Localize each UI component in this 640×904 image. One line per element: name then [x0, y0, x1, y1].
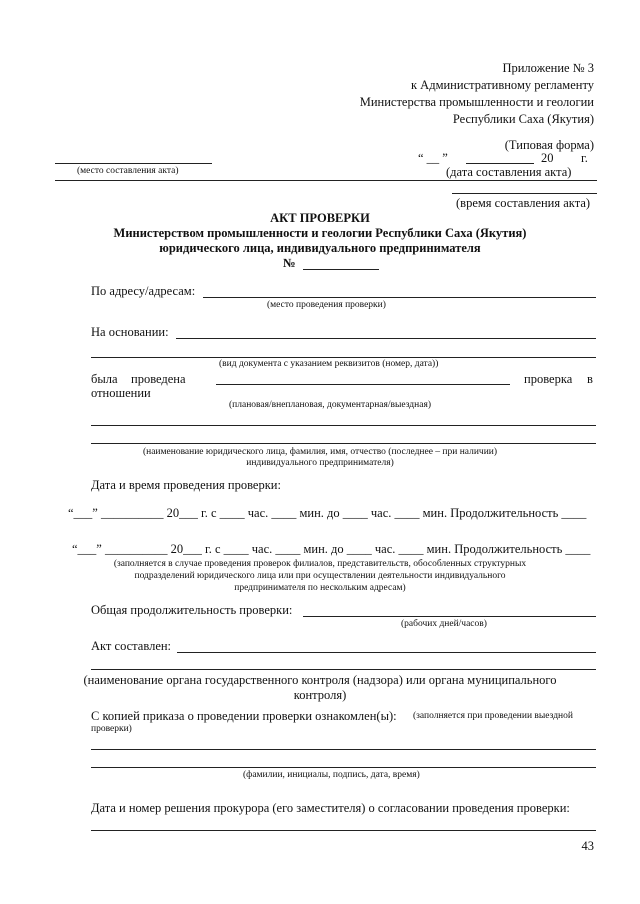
order-copy-caption: (фамилии, инициалы, подпись, дата, время) — [243, 770, 420, 780]
compiled-label: Акт составлен: — [91, 639, 172, 653]
duration-blank — [303, 616, 596, 617]
prosecutor-label: Дата и номер решения прокурора (его заместителя) о согласовании проведения проверки: — [91, 801, 570, 815]
act-title: АКТ ПРОВЕРКИ — [270, 211, 370, 225]
conducted-word-4: в — [587, 372, 593, 386]
basis-label: На основании: — [91, 325, 169, 339]
form-type: (Типовая форма) — [504, 138, 594, 152]
datetime-note-1: (заполняется в случае проведения проверок филиалов, представительств, обособленных структурных — [113, 559, 527, 569]
datetime-row-2: “___” __________ 20___ г. с ____ час. ____ мин. до ____ час. ____ мин. Продолжительность ____ — [72, 542, 591, 556]
entity-caption-2: индивидуального предпринимателя) — [246, 458, 394, 468]
compiled-blank-1 — [177, 652, 596, 653]
order-copy-blank-2 — [91, 767, 596, 768]
order-copy-label: С копией приказа о проведении проверки ознакомлен(ы): — [91, 709, 397, 723]
compiled-caption-1: (наименование органа государственного контроля (надзора) или органа муниципального — [83, 673, 557, 687]
annex-line-1: Приложение № 3 — [502, 61, 594, 75]
basis-caption: (вид документа с указанием реквизитов (номер, дата)) — [219, 359, 439, 369]
datetime-note-2: подразделений юридического лица или при осуществлении деятельности индивидуального — [134, 571, 506, 581]
compiled-blank-2 — [91, 669, 596, 670]
act-subtitle-entity: юридического лица, индивидуального предпринимателя — [159, 241, 481, 255]
address-caption: (место проведения проверки) — [267, 300, 386, 310]
address-blank — [203, 297, 596, 298]
basis-blank-1 — [176, 338, 596, 339]
datetime-row-1: “___” __________ 20___ г. с ____ час. ____ мин. до ____ час. ____ мин. Продолжительность ____ — [68, 506, 587, 520]
address-label: По адресу/адресам: — [91, 284, 196, 298]
act-number-blank — [303, 269, 379, 270]
place-caption: (место составления акта) — [77, 166, 179, 176]
entity-blank-1 — [91, 425, 596, 426]
conducted-word-1: была — [91, 372, 118, 386]
entity-blank-2 — [91, 443, 596, 444]
compiled-caption-2: контроля) — [293, 688, 347, 702]
month-blank-line — [466, 163, 534, 164]
conducted-word-3: проверка — [524, 372, 573, 386]
duration-caption: (рабочих дней/часов) — [401, 619, 487, 629]
date-quote: “ __ ” — [418, 151, 448, 165]
place-blank-line — [55, 163, 212, 164]
date-caption: (дата составления акта) — [446, 165, 572, 179]
annex-line-4: Республики Саха (Якутия) — [452, 112, 594, 126]
check-type-blank — [216, 384, 510, 385]
datetime-label: Дата и время проведения проверки: — [91, 478, 281, 492]
conducted-word-2: проведена — [131, 372, 186, 386]
page-number: 43 — [581, 839, 594, 853]
place-date-underline — [55, 180, 597, 181]
basis-blank-2 — [91, 357, 596, 358]
annex-line-2: к Административному регламенту — [410, 78, 594, 92]
duration-label: Общая продолжительность проверки: — [91, 603, 293, 617]
time-caption: (время составления акта) — [456, 196, 591, 210]
datetime-note-3: предпринимателя по нескольким адресам) — [234, 583, 406, 593]
order-copy-note-2: проверки) — [91, 724, 132, 734]
annex-line-3: Министерства промышленности и геологии — [359, 95, 594, 109]
entity-caption-1: (наименование юридического лица, фамилия, имя, отчество (последнее – при наличии) — [142, 447, 498, 457]
conducted-word-5: отношении — [91, 386, 151, 400]
act-number-sign: № — [283, 256, 296, 270]
act-subtitle-ministry: Министерством промышленности и геологии Республики Саха (Якутия) — [113, 226, 527, 240]
time-blank-line — [452, 193, 597, 194]
order-copy-blank-1 — [91, 749, 596, 750]
check-type-caption: (плановая/внеплановая, документарная/выездная) — [229, 400, 431, 410]
prosecutor-blank — [91, 830, 596, 831]
year-suffix: г. — [581, 151, 588, 165]
year-prefix: 20 — [541, 151, 554, 165]
order-copy-note-1: (заполняется при проведении выездной — [413, 711, 573, 721]
